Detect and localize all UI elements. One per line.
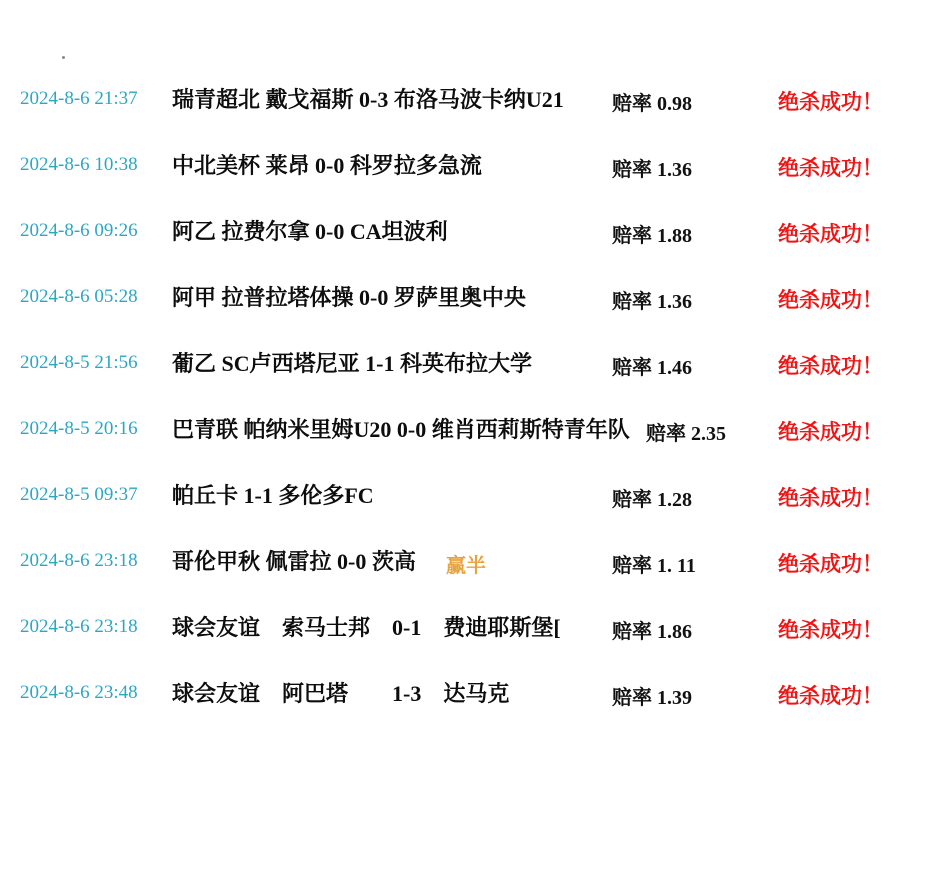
match-datetime: 2024-8-5 20:16 [20,418,138,439]
table-row [0,74,946,140]
odds-value: 赔率 1. 11 [612,555,696,577]
table-row [0,602,946,668]
odds-value: 赔率 2.35 [646,423,726,445]
match-datetime: 2024-8-6 05:28 [20,286,138,307]
result-label: 绝杀成功！ [778,288,883,312]
match-description: 阿乙 拉费尔拿 0-0 CA坦波利 [172,219,448,244]
match-datetime: 2024-8-5 21:56 [20,352,138,373]
match-description: 葡乙 SC卢西塔尼亚 1-1 科英布拉大学 [172,351,532,376]
match-datetime: 2024-8-6 23:18 [20,616,138,637]
table-row [0,272,946,338]
odds-value: 赔率 1.39 [612,687,692,709]
result-label: 绝杀成功！ [778,684,883,708]
result-label: 绝杀成功！ [778,486,883,510]
odds-value: 赔率 1.88 [612,225,692,247]
match-datetime: 2024-8-5 09:37 [20,484,138,505]
match-description: 哥伦甲秋 佩雷拉 0-0 茨高 [172,549,416,574]
table-row [0,338,946,404]
match-description: 巴青联 帕纳米里姆U20 0-0 维肖西莉斯特青年队 [172,417,630,442]
match-description: 球会友谊 索马士邦 0-1 费迪耶斯堡[ [172,615,561,640]
table-row [0,536,946,602]
table-row [0,206,946,272]
table-row [0,140,946,206]
match-datetime: 2024-8-6 09:26 [20,220,138,241]
odds-value: 赔率 1.36 [612,159,692,181]
match-description: 阿甲 拉普拉塔体操 0-0 罗萨里奥中央 [172,285,526,310]
status-badge: 赢半 [446,555,486,577]
table-row [0,470,946,536]
result-label: 绝杀成功！ [778,420,883,444]
odds-value: 赔率 1.36 [612,291,692,313]
odds-value: 赔率 1.28 [612,489,692,511]
result-label: 绝杀成功！ [778,552,883,576]
result-label: 绝杀成功！ [778,90,883,114]
table-row [0,404,946,470]
table-row [0,668,946,734]
match-datetime: 2024-8-6 21:37 [20,88,138,109]
match-datetime: 2024-8-6 23:18 [20,550,138,571]
match-description: 中北美杯 莱昂 0-0 科罗拉多急流 [172,153,482,178]
result-label: 绝杀成功！ [778,618,883,642]
odds-value: 赔率 0.98 [612,93,692,115]
results-list [0,74,946,734]
result-label: 绝杀成功！ [778,222,883,246]
result-label: 绝杀成功！ [778,156,883,180]
match-description: 瑞青超北 戴戈福斯 0-3 布洛马波卡纳U21 [172,87,564,112]
match-datetime: 2024-8-6 10:38 [20,154,138,175]
match-description: 帕丘卡 1-1 多伦多FC [172,483,374,508]
odds-value: 赔率 1.86 [612,621,692,643]
match-description: 球会友谊 阿巴塔 1-3 达马克 [172,681,510,706]
odds-value: 赔率 1.46 [612,357,692,379]
result-label: 绝杀成功！ [778,354,883,378]
page-marker-dot [62,56,65,59]
match-datetime: 2024-8-6 23:48 [20,682,138,703]
